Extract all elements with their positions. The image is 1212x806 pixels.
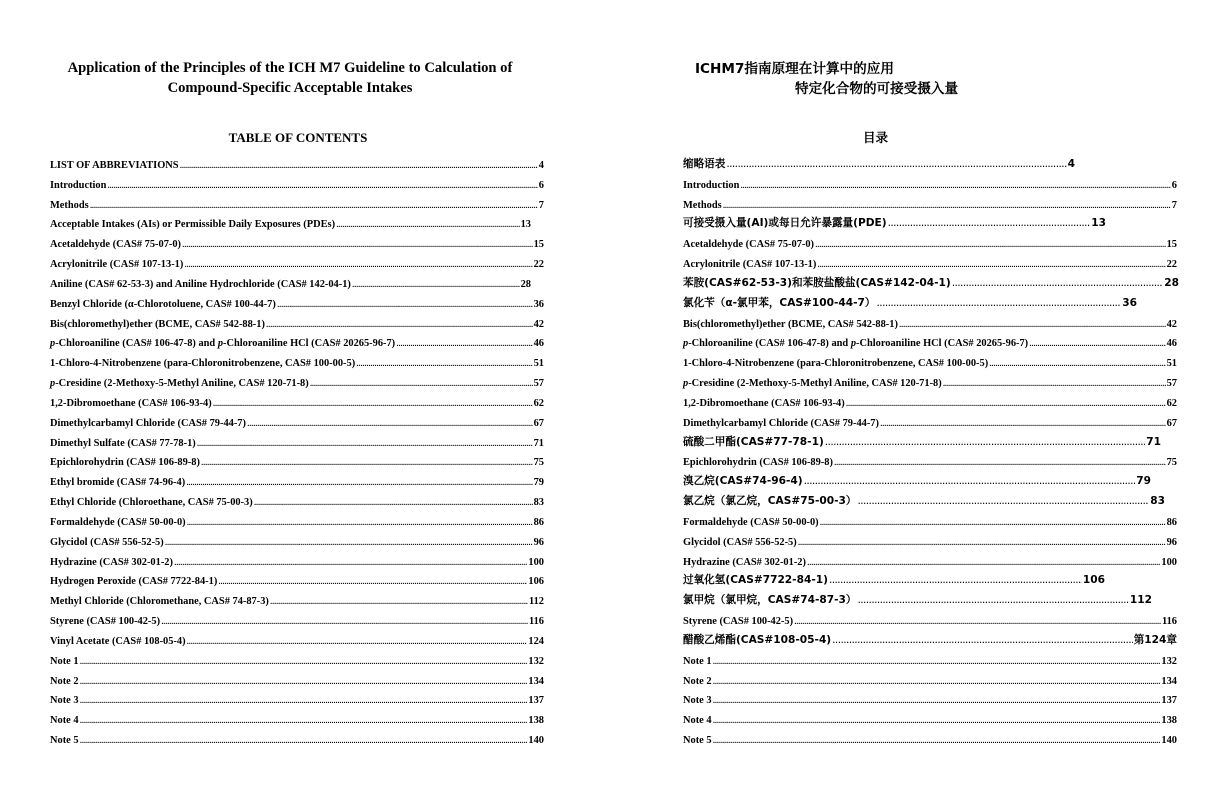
toc-entry-page: 100 (1161, 556, 1177, 568)
toc-entry-page: 96 (1166, 536, 1177, 548)
toc-entry[interactable] (683, 276, 1179, 290)
toc-entry-title: Glycidol (CAS# 556-52-5) (50, 536, 164, 548)
dot-leader (161, 615, 528, 629)
toc-entry-page: 75 (1166, 457, 1177, 469)
toc-entry[interactable] (683, 296, 1137, 310)
toc-entry[interactable] (50, 318, 544, 332)
dot-leader (396, 337, 532, 351)
toc-heading: 目录 (863, 130, 889, 145)
toc-entry-title: 1,2-Dibromoethane (CAS# 106-93-4) (683, 397, 845, 409)
toc-entry-title: 氯甲烷（氯甲烷，CAS#74-87-3） (683, 594, 857, 607)
toc-entry-page: 46 (1166, 338, 1177, 350)
toc-entry-page: 140 (1161, 735, 1177, 747)
toc-entry[interactable] (683, 714, 1177, 728)
toc-entry-page: 96 (533, 536, 544, 548)
toc-entry-title: Methyl Chloride (Chloromethane, CAS# 74-87-3) (50, 596, 269, 608)
toc-entry-page: 51 (533, 358, 544, 370)
dot-leader (80, 655, 528, 669)
dot-leader (213, 397, 533, 411)
toc-entry[interactable] (50, 516, 544, 530)
toc-entry[interactable] (50, 734, 544, 748)
toc-entry[interactable] (683, 556, 1177, 570)
dot-leader (943, 377, 1166, 391)
dot-leader (798, 536, 1166, 550)
dot-leader (254, 496, 533, 510)
dot-leader (277, 298, 533, 312)
toc-entry-page: 86 (1166, 516, 1177, 528)
dot-leader (713, 734, 1161, 748)
toc-entry-title: Dimethylcarbamyl Chloride (CAS# 79-44-7) (50, 417, 246, 429)
toc-entry[interactable] (50, 615, 544, 629)
toc-heading: TABLE OF CONTENTS (228, 130, 368, 145)
toc-entry-title: Hydrazine (CAS# 302-01-2) (683, 556, 806, 568)
toc-entry[interactable] (50, 179, 544, 193)
dot-leader (952, 276, 1164, 290)
toc-entry[interactable] (683, 615, 1177, 629)
dot-leader (880, 417, 1166, 431)
dot-leader (107, 179, 537, 193)
dot-leader (247, 417, 533, 431)
toc-entry-page: 51 (1166, 358, 1177, 370)
toc-entry-title: Styrene (CAS# 100-42-5) (683, 616, 794, 628)
dot-leader (834, 456, 1166, 470)
dot-leader (817, 258, 1165, 272)
toc-entry[interactable] (50, 655, 544, 669)
toc-entry[interactable] (683, 655, 1177, 669)
title-line-2: Compound-Specific Acceptable Intakes (167, 79, 413, 96)
toc-entry-title: 缩略语表 (683, 158, 726, 170)
toc-entry[interactable] (50, 357, 544, 371)
toc-entry[interactable] (50, 496, 544, 510)
toc-entry-title: Dimethylcarbamyl Chloride (CAS# 79-44-7) (683, 417, 879, 429)
toc-entry-page: 71 (533, 437, 544, 449)
toc-entry-page: 13 (520, 219, 531, 231)
toc-entry-page: 138 (528, 715, 544, 727)
toc-entry-title: Epichlorohydrin (CAS# 106-89-8) (50, 457, 200, 469)
dot-leader (726, 157, 1066, 171)
toc-entry-title: Benzyl Chloride (α-Chlorotoluene, CAS# 100-44-7) (50, 298, 276, 310)
toc-entry-page: 132 (528, 655, 544, 667)
dot-leader (829, 573, 1082, 587)
toc-entry-page: 67 (1166, 417, 1177, 429)
toc-entry-page: 67 (533, 417, 544, 429)
dot-leader (888, 216, 1091, 230)
toc-entry-title: Note 5 (50, 735, 79, 747)
toc-entry-title: p-Cresidine (2-Methoxy-5-Methyl Aniline, CAS# 120-71-8) (50, 378, 309, 390)
dot-leader (832, 633, 1133, 647)
toc-entry[interactable] (50, 476, 544, 490)
toc-entry-page: 138 (1161, 715, 1177, 727)
dot-leader (187, 516, 533, 530)
toc-entry[interactable] (683, 397, 1177, 411)
toc-entry[interactable] (50, 238, 544, 252)
dot-leader (184, 258, 532, 272)
toc-entry-title: Styrene (CAS# 100-42-5) (50, 616, 161, 628)
toc-entry[interactable] (683, 238, 1177, 252)
toc-entry[interactable] (683, 337, 1177, 351)
toc-entry[interactable] (683, 179, 1177, 193)
toc-entry-page: 86 (533, 516, 544, 528)
dot-leader (740, 179, 1170, 193)
dot-leader (270, 595, 528, 609)
dot-leader (713, 714, 1161, 728)
toc-entry-page: 4 (1067, 158, 1075, 170)
toc-entry-page: 137 (1161, 695, 1177, 707)
toc-entry-page: 36 (1122, 296, 1137, 309)
toc-entry-page: 112 (528, 596, 544, 608)
dot-leader (815, 238, 1166, 252)
dot-leader (90, 199, 538, 213)
toc-entry-page: 137 (528, 695, 544, 707)
toc-entry[interactable] (50, 337, 544, 351)
toc-entry-title: Epichlorohydrin (CAS# 106-89-8) (683, 457, 833, 469)
dot-leader (1029, 337, 1165, 351)
toc-entry-title: Acetaldehyde (CAS# 75-07-0) (50, 239, 182, 251)
dot-leader (899, 318, 1166, 332)
toc-entry-title: Vinyl Acetate (CAS# 108-05-4) (50, 635, 186, 647)
toc-entry-title: Note 2 (50, 675, 79, 687)
toc-entry-page: 6 (1171, 179, 1177, 191)
toc-entry-page: 57 (533, 378, 544, 390)
dot-leader (336, 218, 520, 232)
toc-entry[interactable] (50, 199, 544, 213)
toc-list (606, 0, 1212, 806)
toc-entry-title: Introduction (683, 179, 740, 191)
dot-leader (201, 456, 533, 470)
toc-entry-title: Aniline (CAS# 62-53-3) and Aniline Hydrochloride (CAS# 142-04-1) (50, 278, 351, 290)
toc-entry-title: 可接受摄入量(AI)或每日允许暴露量(PDE) (683, 217, 887, 230)
toc-entry-title: 氯乙烷（氯乙烷，CAS#75-00-3） (683, 495, 857, 508)
toc-entry-title: LIST OF ABBREVIATIONS (50, 160, 179, 171)
dot-leader (804, 474, 1136, 488)
dot-leader (187, 635, 528, 649)
dot-leader (807, 556, 1160, 570)
toc-entry-title: 醋酸乙烯酯(CAS#108-05-4) (683, 633, 832, 646)
dot-leader (857, 593, 1128, 607)
dot-leader (180, 159, 538, 173)
toc-entry-title: Formaldehyde (CAS# 50-00-0) (683, 516, 819, 528)
title-line-1: Application of the Principles of the ICH M7 Guideline to Calculation of (67, 60, 513, 76)
toc-entry[interactable] (683, 536, 1177, 550)
toc-entry-page: 62 (533, 397, 544, 409)
toc-entry-page: 62 (1166, 397, 1177, 409)
toc-entry-title: 溴乙烷(CAS#74-96-4) (683, 475, 803, 488)
toc-entry-page: 42 (533, 318, 544, 330)
toc-entry-title: Note 3 (50, 695, 79, 707)
toc-entry-page: 75 (533, 457, 544, 469)
toc-entry-title: Formaldehyde (CAS# 50-00-0) (50, 516, 186, 528)
toc-entry-page: 13 (1091, 217, 1106, 230)
toc-entry[interactable] (683, 474, 1151, 488)
toc-entry-page: 第124章 (1133, 633, 1177, 646)
toc-entry[interactable] (683, 258, 1177, 272)
toc-entry-title: p-Chloroaniline (CAS# 106-47-8) and p-Chloroaniline HCl (CAS# 20265-96-7) (50, 338, 396, 350)
toc-entry-page: 42 (1166, 318, 1177, 330)
toc-entry-title: Acrylonitrile (CAS# 107-13-1) (50, 259, 184, 271)
toc-entry-page: 124 (528, 635, 544, 647)
toc-entry[interactable] (683, 734, 1177, 748)
toc-entry-title: 1-Chloro-4-Nitrobenzene (para-Chloronitrobenzene, CAS# 100-00-5) (683, 358, 989, 370)
toc-entry-title: Ethyl bromide (CAS# 74-96-4) (50, 477, 186, 489)
dot-leader (174, 556, 527, 570)
toc-entry-page: 46 (533, 338, 544, 350)
toc-entry-title: Acetaldehyde (CAS# 75-07-0) (683, 239, 815, 251)
toc-entry-title: Methods (50, 199, 89, 211)
dot-leader (80, 675, 528, 689)
toc-entry[interactable] (683, 318, 1177, 332)
toc-entry-title: Hydrazine (CAS# 302-01-2) (50, 556, 173, 568)
toc-entry-title: Note 5 (683, 735, 712, 747)
dot-leader (713, 655, 1161, 669)
dot-leader (356, 357, 532, 371)
toc-entry-title: Bis(chloromethyl)ether (BCME, CAS# 542-88-1) (683, 318, 898, 330)
toc-entry-title: Acceptable Intakes (AIs) or Permissible Daily Exposures (PDEs) (50, 219, 336, 231)
toc-entry[interactable] (50, 298, 544, 312)
toc-entry[interactable] (50, 397, 544, 411)
dot-leader (820, 516, 1166, 530)
toc-entry-title: Note 3 (683, 695, 712, 707)
toc-entry-page: 15 (1166, 239, 1177, 251)
toc-entry[interactable] (683, 573, 1105, 587)
dot-leader (877, 296, 1122, 310)
toc-entry-page: 15 (533, 239, 544, 251)
dot-leader (825, 435, 1145, 449)
dot-leader (846, 397, 1166, 411)
title-line-1: ICHM7指南原理在计算中的应用 (695, 61, 894, 77)
toc-entry[interactable] (683, 157, 1075, 171)
dot-leader (182, 238, 533, 252)
toc-entry-title: Note 1 (683, 655, 712, 667)
toc-entry-page: 116 (1161, 616, 1177, 628)
toc-entry-title: Note 4 (683, 715, 712, 727)
toc-entry-page: 134 (528, 675, 544, 687)
toc-entry-page: 112 (1129, 594, 1152, 607)
toc-entry[interactable] (50, 456, 544, 470)
dot-leader (723, 199, 1171, 213)
toc-entry[interactable] (50, 377, 544, 391)
toc-entry-title: 过氧化氢(CAS#7722-84-1) (683, 574, 828, 587)
toc-entry[interactable] (50, 595, 544, 609)
dot-leader (857, 494, 1149, 508)
title-line-2: 特定化合物的可接受摄入量 (795, 81, 959, 97)
toc-entry[interactable] (50, 417, 544, 431)
toc-entry-page: 79 (533, 477, 544, 489)
toc-entry-page: 7 (538, 199, 544, 211)
toc-entry[interactable] (683, 377, 1177, 391)
toc-entry-page: 140 (528, 735, 544, 747)
toc-entry-page: 6 (538, 179, 544, 191)
dot-leader (80, 714, 528, 728)
toc-entry-title: Ethyl Chloride (Chloroethane, CAS# 75-00-3) (50, 497, 253, 509)
toc-entry[interactable] (683, 675, 1177, 689)
toc-entry[interactable] (50, 159, 544, 173)
toc-entry-page: 134 (1161, 675, 1177, 687)
toc-entry-title: 硫酸二甲酯(CAS#77-78-1) (683, 435, 824, 448)
toc-entry-page: 28 (1164, 276, 1179, 289)
toc-entry-title: 1-Chloro-4-Nitrobenzene (para-Chloronitrobenzene, CAS# 100-00-5) (50, 358, 356, 370)
toc-entry-page: 36 (533, 298, 544, 310)
dot-leader (80, 694, 528, 708)
toc-entry-page: 132 (1161, 655, 1177, 667)
toc-entry-page: 4 (538, 160, 544, 171)
toc-entry-title: 氯化苄（α-氯甲苯，CAS#100-44-7） (683, 296, 876, 309)
dot-leader (310, 377, 533, 391)
toc-entry[interactable] (683, 199, 1177, 213)
toc-entry[interactable] (683, 494, 1165, 508)
toc-entry-title: Dimethyl Sulfate (CAS# 77-78-1) (50, 437, 196, 449)
toc-entry-page: 57 (1166, 378, 1177, 390)
toc-entry-page: 83 (1150, 495, 1165, 508)
toc-entry[interactable] (683, 456, 1177, 470)
toc-entry-page: 79 (1136, 475, 1151, 488)
toc-entry[interactable] (50, 675, 544, 689)
toc-entry[interactable] (683, 417, 1177, 431)
toc-entry[interactable] (50, 536, 544, 550)
toc-entry-page: 22 (1166, 259, 1177, 271)
toc-entry-page: 100 (528, 556, 544, 568)
toc-entry[interactable] (50, 218, 531, 232)
toc-entry-page: 83 (533, 497, 544, 509)
toc-entry-title: Note 1 (50, 655, 79, 667)
toc-entry-page: 28 (520, 278, 531, 290)
toc-entry-page: 7 (1171, 199, 1177, 211)
toc-entry-title: p-Chloroaniline (CAS# 106-47-8) and p-Chloroaniline HCl (CAS# 20265-96-7) (683, 338, 1029, 350)
toc-entry[interactable] (683, 633, 1177, 647)
toc-entry[interactable] (683, 593, 1152, 607)
dot-leader (80, 734, 528, 748)
dot-leader (266, 318, 533, 332)
toc-entry[interactable] (50, 258, 544, 272)
toc-entry[interactable] (50, 635, 544, 649)
right-page (606, 0, 1212, 806)
toc-entry[interactable] (683, 516, 1177, 530)
toc-entry[interactable] (50, 278, 531, 292)
toc-entry-page: 106 (1082, 574, 1105, 587)
toc-entry-title: 1,2-Dibromoethane (CAS# 106-93-4) (50, 397, 212, 409)
toc-entry-page: 106 (528, 576, 544, 588)
toc-entry-page: 116 (528, 616, 544, 628)
toc-entry-title: Note 4 (50, 715, 79, 727)
toc-entry-title: Glycidol (CAS# 556-52-5) (683, 536, 797, 548)
toc-entry-title: Introduction (50, 179, 107, 191)
toc-entry[interactable] (683, 216, 1106, 230)
toc-entry-title: Note 2 (683, 675, 712, 687)
toc-entry[interactable] (683, 694, 1177, 708)
toc-entry-title: Methods (683, 199, 722, 211)
toc-entry-title: p-Cresidine (2-Methoxy-5-Methyl Aniline, CAS# 120-71-8) (683, 378, 942, 390)
toc-entry[interactable] (50, 437, 544, 451)
dot-leader (218, 575, 527, 589)
dot-leader (794, 615, 1161, 629)
dot-leader (197, 437, 533, 451)
toc-entry-page: 22 (533, 259, 544, 271)
dot-leader (713, 675, 1161, 689)
toc-entry-title: Acrylonitrile (CAS# 107-13-1) (683, 259, 817, 271)
toc-entry[interactable] (50, 575, 544, 589)
dot-leader (165, 536, 533, 550)
toc-entry-title: Hydrogen Peroxide (CAS# 7722-84-1) (50, 576, 218, 588)
dot-leader (186, 476, 532, 490)
toc-entry-title: Bis(chloromethyl)ether (BCME, CAS# 542-88-1) (50, 318, 265, 330)
dot-leader (713, 694, 1161, 708)
dot-leader (989, 357, 1165, 371)
toc-entry-page: 71 (1146, 435, 1161, 448)
dot-leader (352, 278, 520, 292)
toc-entry[interactable] (50, 694, 544, 708)
toc-entry[interactable] (683, 435, 1161, 449)
toc-entry-title: 苯胺(CAS#62-53-3)和苯胺盐酸盐(CAS#142-04-1) (683, 276, 951, 289)
toc-entry[interactable] (50, 556, 544, 570)
toc-entry[interactable] (50, 714, 544, 728)
toc-entry[interactable] (683, 357, 1177, 371)
